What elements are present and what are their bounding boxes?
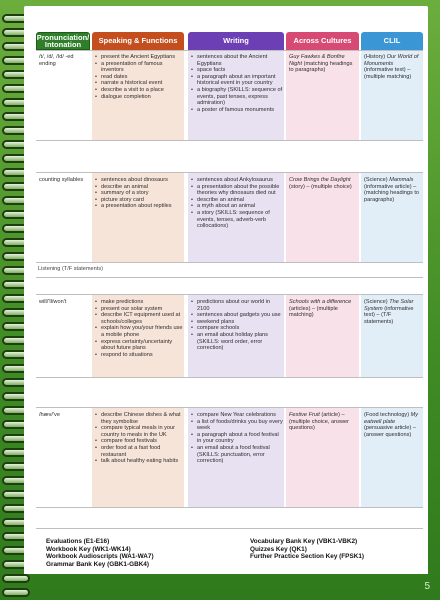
- reading-title: Crow Brings the Daylight: [289, 177, 351, 183]
- clil-subject: (Science): [364, 299, 390, 305]
- list-item: • a story (SKILLS: sequence of events, tenses, adverb-verb collocations): [191, 210, 283, 230]
- clil-title: Mammals: [389, 177, 414, 183]
- divider: [36, 377, 423, 378]
- header-pronunciation: Pronunciation/ Intonation: [36, 32, 90, 49]
- list-item: • a presentation about the possible theories why dinosaurs died out: [191, 184, 283, 197]
- spiral-ring: [2, 574, 30, 583]
- page-number: 5: [424, 581, 430, 592]
- divider: [36, 262, 423, 263]
- list-item: • describe Chinese dishes & what they symbolise: [95, 412, 185, 425]
- list-item: • space facts: [191, 67, 283, 74]
- divider: [36, 50, 423, 51]
- list-item: • sentences about dinosaurs: [95, 177, 183, 184]
- row4-clil: [364, 412, 422, 438]
- divider: [36, 294, 423, 295]
- footer-item: Workbook Audioscripts (WA1-WA7): [46, 553, 154, 561]
- divider: [36, 140, 423, 141]
- list-item: • present our solar system: [95, 306, 185, 313]
- row-gap: [36, 377, 423, 407]
- list-item: • an email about a food festival (SKILLS: punctuation, error correction): [191, 445, 283, 465]
- list-item: • compare New Year celebrations: [191, 412, 283, 419]
- reading-task: (article) – (multiple choice, answer questions): [289, 412, 350, 432]
- row1-writing: [191, 54, 283, 113]
- row3-clil: [364, 299, 422, 325]
- list-item: • sentences about the Ancient Egyptians: [191, 54, 283, 67]
- spiral-ring: [2, 588, 30, 597]
- footer-keys-right: [250, 538, 364, 561]
- row-gap: [36, 140, 423, 172]
- header-writing: Writing: [188, 32, 284, 50]
- list-item: • sentences about gadgets you use: [191, 312, 283, 319]
- footer-item: Grammar Bank Key (GBK1-GBK4): [46, 560, 149, 568]
- reading-task: (articles) – (multiple matching): [289, 305, 338, 319]
- clil-task: (persuasive article) – (answer questions): [364, 425, 416, 438]
- reading-title: Guy Fawkes & Bonfire Night: [289, 54, 345, 67]
- row4-writing: [191, 412, 283, 465]
- footer-item: Evaluations (E1-E16): [46, 538, 110, 545]
- footer-keys-left: [46, 538, 154, 568]
- reading-title: Schools with a difference: [289, 299, 352, 305]
- clil-subject: (Science): [364, 177, 390, 183]
- divider: [36, 507, 423, 508]
- column-headers: [36, 32, 426, 50]
- clil-title: Our World of Monuments: [364, 54, 419, 67]
- clil-task: (informative text) – (multiple matching): [364, 67, 412, 80]
- row1-pronunciation: /t/, /d/, /Id/ -ed ending: [39, 54, 74, 67]
- list-item: • sentences about Ankylosaurus: [191, 177, 283, 184]
- header-clil: CLIL: [361, 32, 423, 50]
- list-item: • a paragraph about an important historical event in your country: [191, 74, 283, 87]
- list-item: • describe a visit to a place: [95, 87, 183, 94]
- list-item: • compare typical meals in your country to meals in the UK: [95, 425, 185, 438]
- list-item: • a biography (SKILLS: sequence of events, past tenses, express admiration): [191, 87, 283, 107]
- list-item: • a paragraph about a food festival in your country: [191, 432, 283, 445]
- list-item: • predictions about our world in 2100: [191, 299, 283, 312]
- row2-clil: [364, 177, 422, 203]
- reading-task: (matching headings to paragraphs): [289, 60, 353, 74]
- row3-across-cultures: [289, 299, 357, 319]
- reading-title: Festive Fruit: [289, 412, 320, 418]
- list-item: • narrate a historical event: [95, 80, 183, 87]
- row1-speaking: [95, 54, 183, 100]
- list-item: • compare schools: [191, 325, 283, 332]
- row4-speaking: [95, 412, 185, 465]
- clil-task: (informative text) – (T/F statements): [364, 305, 414, 325]
- list-item: • picture story card: [95, 197, 183, 204]
- reading-task: (story) – (multiple choice): [289, 183, 352, 190]
- footer-item: Further Practice Section Key (FPSK1): [250, 553, 364, 561]
- row2-writing: [191, 177, 283, 230]
- row2-across-cultures: [289, 177, 357, 190]
- row1-across-cultures: [289, 54, 357, 74]
- clil-title: My eatwell plate: [364, 412, 419, 425]
- listening-note: Listening (T/F statements): [38, 266, 103, 272]
- list-item: • a list of foods/drinks you buy every week: [191, 419, 283, 432]
- list-item: • describe ICT equipment used at schools/colleges: [95, 312, 185, 325]
- row2-speaking: [95, 177, 183, 210]
- row3-pronunciation: will/'ll/won't: [39, 299, 67, 305]
- list-item: • a poster of famous monuments: [191, 107, 283, 114]
- clil-task: (informative article) – (matching headings to paragraphs): [364, 183, 420, 203]
- list-item: • weekend plans: [191, 319, 283, 326]
- list-item: • make predictions: [95, 299, 185, 306]
- clil-subject: (History): [364, 54, 387, 60]
- list-item: • explain how you/your friends use a mobile phone: [95, 325, 185, 338]
- row1-clil: [364, 54, 422, 80]
- list-item: • a myth about an animal: [191, 203, 283, 210]
- list-item: • present the Ancient Egyptians: [95, 54, 183, 61]
- list-item: • summary of a story: [95, 190, 183, 197]
- clil-title: The Solar System: [364, 299, 414, 312]
- list-item: • dialogue completion: [95, 94, 183, 101]
- divider: [36, 528, 423, 529]
- list-item: • a presentation about reptiles: [95, 203, 183, 210]
- list-item: • respond to situations: [95, 352, 185, 359]
- clil-subject: (Food technology): [364, 412, 411, 418]
- list-item: • order food at a fast food restaurant: [95, 445, 185, 458]
- footer-item: Vocabulary Bank Key (VBK1-VBK2): [250, 538, 358, 545]
- divider: [36, 277, 423, 278]
- divider: [36, 172, 423, 173]
- list-item: • express certainty/uncertainty about future plans: [95, 339, 185, 352]
- header-across-cultures: Across Cultures: [286, 32, 359, 50]
- row4-across-cultures: [289, 412, 357, 432]
- row2-pronunciation: counting syllables: [39, 177, 84, 183]
- divider: [36, 407, 423, 408]
- footer-item: Workbook Key (WK1-WK14): [46, 545, 131, 553]
- list-item: • describe an animal: [95, 184, 183, 191]
- row3-speaking: [95, 299, 185, 358]
- row4-pronunciation: /hæv/'ve: [39, 412, 60, 418]
- list-item: • compare food festivals: [95, 438, 185, 445]
- row3-writing: [191, 299, 283, 352]
- header-speaking: Speaking & Functions: [92, 32, 184, 50]
- list-item: • describe an animal: [191, 197, 283, 204]
- list-item: • talk about healthy eating habits: [95, 458, 185, 465]
- footer-item: Quizzes Key (QK1): [250, 545, 307, 553]
- list-item: • a presentation of famous inventors: [95, 61, 183, 74]
- list-item: • an email about holiday plans (SKILLS: word order, error correction): [191, 332, 283, 352]
- row-gap: [36, 507, 423, 528]
- list-item: • read dates: [95, 74, 183, 81]
